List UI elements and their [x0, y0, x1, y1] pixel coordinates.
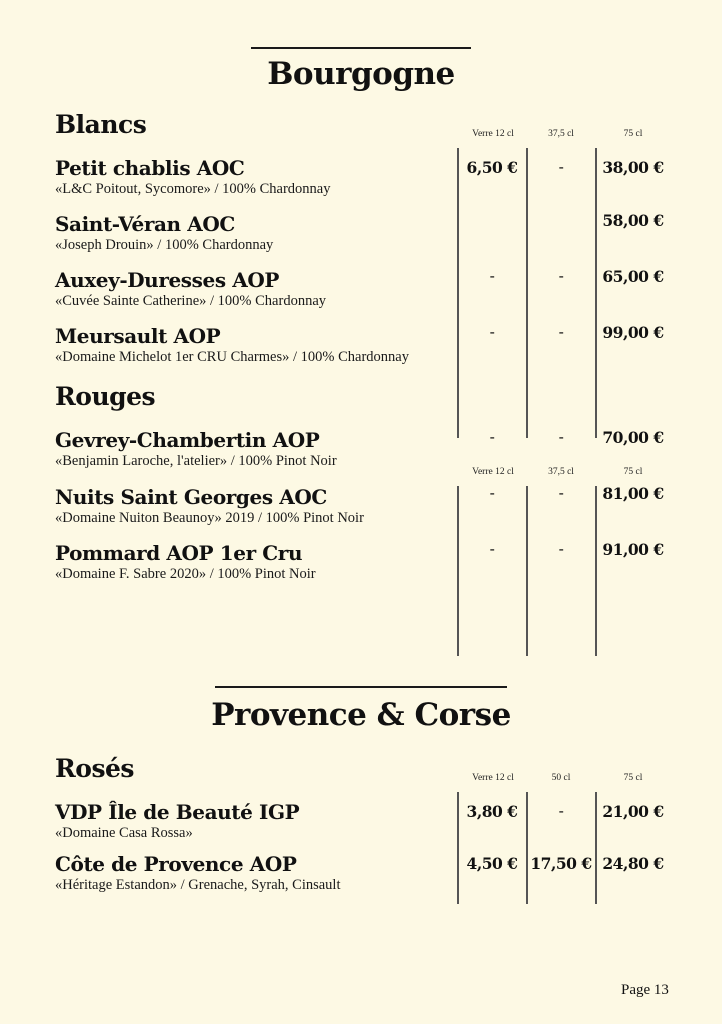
price-bottle: 21,00 € [602, 802, 664, 821]
price-glass: - [489, 540, 495, 558]
price-bottle: 38,00 € [602, 158, 664, 177]
price-glass: 4,50 € [466, 854, 518, 873]
wine-details: «Domaine F. Sabre 2020» / 100% Pinot Noir [55, 566, 316, 582]
column-divider [595, 148, 597, 438]
price-bottle: 81,00 € [602, 484, 664, 503]
column-divider [457, 148, 459, 438]
price-glass: - [489, 323, 495, 341]
region-title-bourgogne: Bourgogne [267, 56, 455, 92]
column-header-half: 37,5 cl [548, 467, 574, 477]
wine-name: Petit chablis AOC [55, 156, 245, 180]
column-header-bottle: 75 cl [623, 773, 643, 783]
price-half: 17,50 € [530, 854, 592, 873]
wine-name: Gevrey-Chambertin AOP [55, 428, 320, 452]
category-title-rouges: Rouges [55, 382, 156, 411]
price-half: - [558, 158, 564, 176]
wine-name: Pommard AOP 1er Cru [55, 541, 303, 565]
price-half: - [558, 484, 564, 502]
region-divider [251, 47, 471, 49]
wine-name: VDP Île de Beauté IGP [55, 800, 300, 824]
region-title-provence-corse: Provence & Corse [211, 697, 511, 733]
column-header-half: 37,5 cl [548, 129, 574, 139]
price-glass: - [489, 428, 495, 446]
price-glass: - [489, 267, 495, 285]
column-header-half: 50 cl [551, 773, 571, 783]
region-divider [215, 686, 507, 688]
price-bottle: 70,00 € [602, 428, 664, 447]
column-divider [457, 486, 459, 656]
wine-details: «Héritage Estandon» / Grenache, Syrah, Cinsault [55, 877, 341, 893]
wine-name: Saint-Véran AOC [55, 212, 235, 236]
wine-details: «Domaine Nuiton Beaunoy» 2019 / 100% Pinot Noir [55, 510, 364, 526]
price-bottle: 58,00 € [602, 211, 664, 230]
column-header-bottle: 75 cl [623, 467, 643, 477]
price-glass: - [489, 484, 495, 502]
price-half: - [558, 267, 564, 285]
wine-name: Côte de Provence AOP [55, 852, 297, 876]
wine-details: «Benjamin Laroche, l'atelier» / 100% Pinot Noir [55, 453, 337, 469]
price-bottle: 65,00 € [602, 267, 664, 286]
category-title-blancs: Blancs [55, 110, 147, 139]
wine-name: Nuits Saint Georges AOC [55, 485, 327, 509]
page-number: Page 13 [621, 982, 669, 998]
price-bottle: 99,00 € [602, 323, 664, 342]
price-half: - [558, 428, 564, 446]
wine-details: «Domaine Casa Rossa» [55, 825, 193, 841]
wine-details: «Cuvée Sainte Catherine» / 100% Chardonnay [55, 293, 327, 309]
wine-name: Meursault AOP [55, 324, 221, 348]
column-divider [595, 486, 597, 656]
price-bottle: 24,80 € [602, 854, 664, 873]
column-header-glass: Verre 12 cl [472, 773, 514, 783]
price-half: - [558, 540, 564, 558]
price-half: - [558, 323, 564, 341]
price-glass: 6,50 € [466, 158, 518, 177]
wine-name: Auxey-Duresses AOP [55, 268, 280, 292]
column-header-glass: Verre 12 cl [472, 467, 514, 477]
price-bottle: 91,00 € [602, 540, 664, 559]
category-title-roses: Rosés [55, 754, 135, 783]
column-header-glass: Verre 12 cl [472, 129, 514, 139]
price-half: - [558, 802, 564, 820]
column-divider [526, 148, 528, 438]
column-divider [595, 792, 597, 904]
column-divider [526, 486, 528, 656]
wine-details: «Joseph Drouin» / 100% Chardonnay [55, 237, 274, 253]
price-glass: 3,80 € [466, 802, 518, 821]
wine-details: «Domaine Michelot 1er CRU Charmes» / 100% Chardonnay [55, 349, 409, 365]
wine-details: «L&C Poitout, Sycomore» / 100% Chardonnay [55, 181, 331, 197]
column-header-bottle: 75 cl [623, 129, 643, 139]
